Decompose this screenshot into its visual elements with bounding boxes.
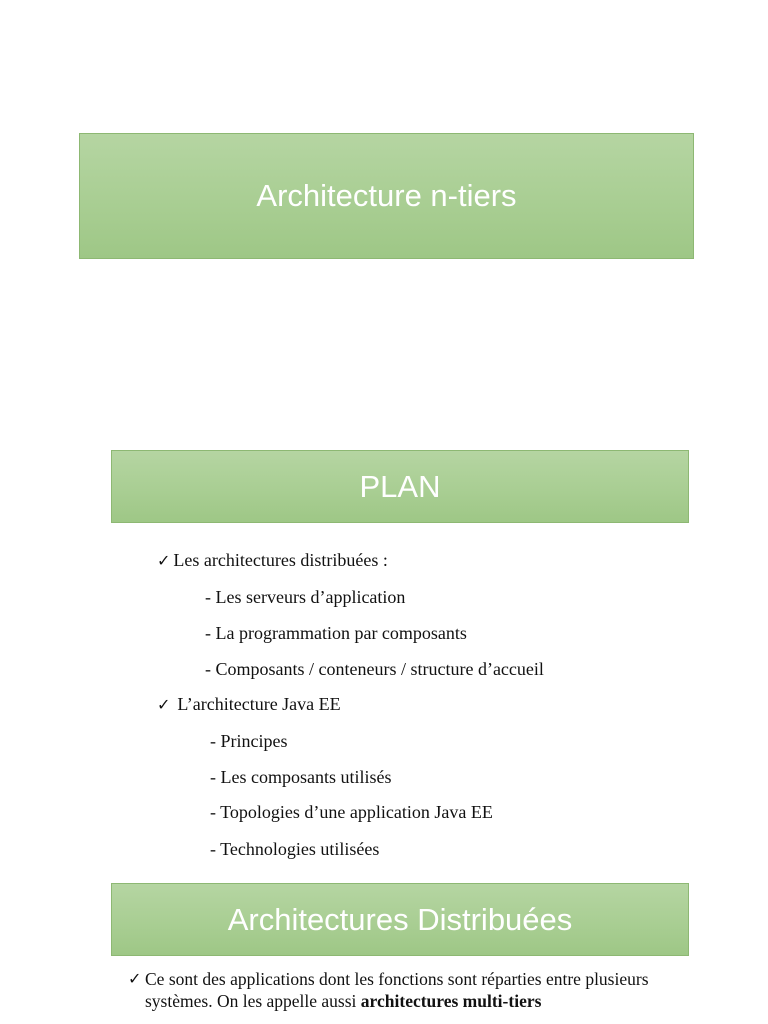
- title-banner: [79, 133, 694, 259]
- distributed-bold-term: architectures multi-tiers: [360, 991, 542, 1011]
- plan-item: - Technologies utilisées: [210, 839, 380, 859]
- plan-banner: [111, 450, 689, 523]
- distributed-text: Ce sont des applications dont les fonctions sont réparties entre plusieurs systèmes. On les appelle aussi: [145, 969, 649, 1011]
- plan-section-2: [157, 693, 341, 716]
- distributed-banner: [111, 883, 689, 956]
- plan-item: - Composants / conteneurs / structure d’accueil: [205, 659, 544, 679]
- distributed-heading: Architectures Distribuées: [227, 901, 573, 937]
- checkmark-icon: ✓: [157, 695, 171, 714]
- page-title: Architecture n-tiers: [256, 178, 517, 213]
- distributed-paragraph: [130, 968, 720, 1012]
- checkmark-icon: ✓: [157, 551, 171, 570]
- plan-item: - Les serveurs d’application: [205, 587, 406, 607]
- plan-section-2-label: L’architecture Java EE: [177, 694, 341, 714]
- plan-section-1-label: Les architectures distribuées :: [173, 550, 388, 570]
- plan-item: - La programmation par composants: [205, 623, 467, 643]
- plan-heading: PLAN: [359, 468, 441, 504]
- plan-section-1: [157, 549, 388, 572]
- checkmark-icon: ✓: [128, 969, 142, 988]
- plan-item: - Principes: [210, 731, 288, 751]
- plan-item: - Les composants utilisés: [210, 767, 392, 787]
- plan-item: - Topologies d’une application Java EE: [210, 802, 493, 822]
